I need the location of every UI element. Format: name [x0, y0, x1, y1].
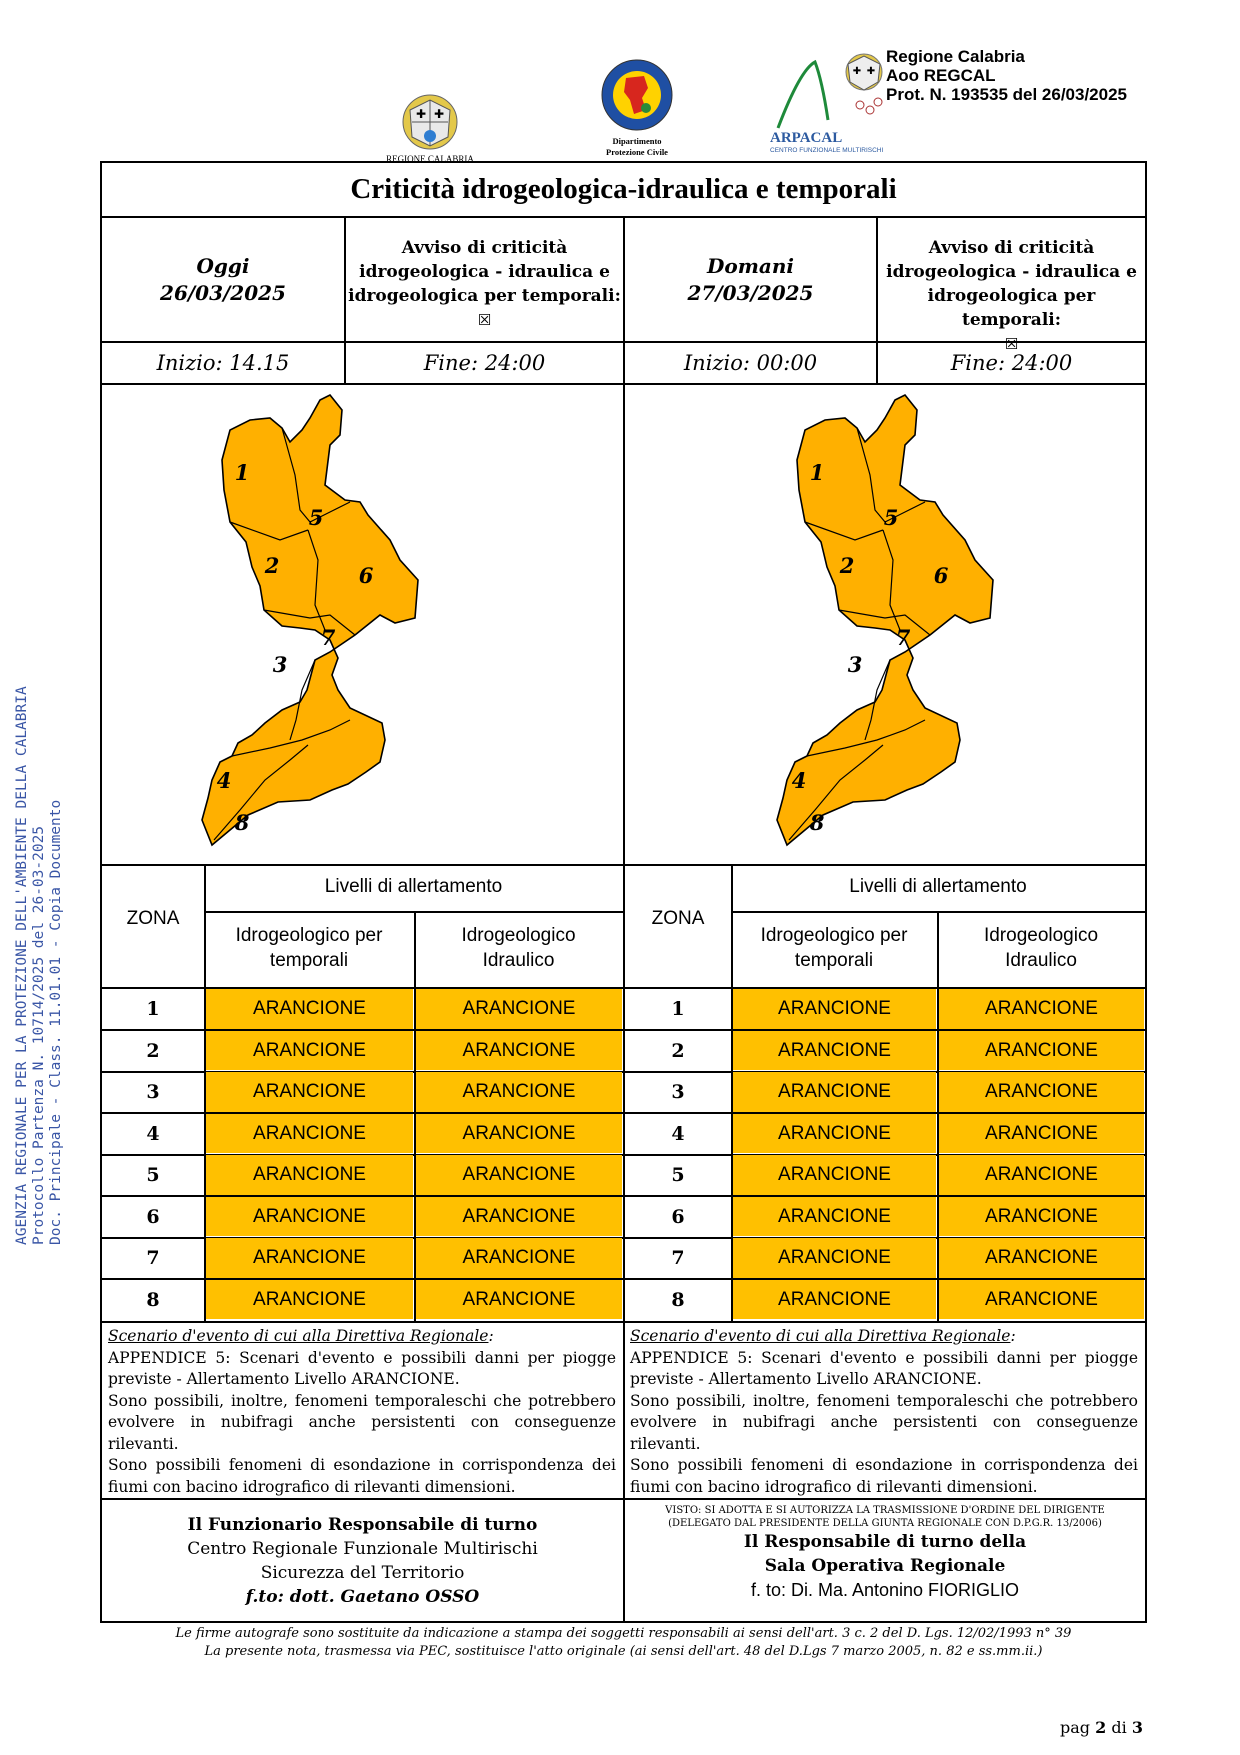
svg-text:✚: ✚	[866, 66, 876, 77]
zone-number: 3	[146, 1081, 160, 1103]
zone-number: 4	[671, 1122, 685, 1145]
zone-number: 8	[146, 1288, 160, 1311]
tomorrow-avviso-line-2: idrogeologica - idraulica e	[886, 262, 1137, 282]
zone-number: 1	[671, 998, 685, 1020]
alert-level-idraulico: ARANCIONE	[939, 1280, 1144, 1320]
today-date: 26/03/2025	[160, 281, 286, 305]
scenario-today: Scenario d'evento di cui alla Direttiva Regionale: APPENDICE 5: Scenari d'evento e possibili danni per piogge previste - Allertamento Livello ARANCIONE. Sono possibili, inoltre, fenomeni temporaleschi che potrebbero evolvere in nubifragi anche persistenti con conseguenze rilevanti. Sono possibili fenomeni di esondazione in corrispondenza dei fiumi con bacino idrografico di rilevanti dimensioni.	[108, 1326, 616, 1498]
map-today-zone-5: 5	[308, 505, 324, 530]
alert-level-idraulico: ARANCIONE	[416, 1280, 622, 1320]
map-today-zone-6: 6	[358, 563, 374, 588]
signature-right-note-2: (DELEGATO DAL PRESIDENTE DELLA GIUNTA REGIONALE CON D.P.G.R. 13/2006)	[668, 1518, 1102, 1529]
col-idraulico-line-1: Idrogeologico	[461, 925, 576, 946]
arpacal-name: ARPACAL	[770, 130, 843, 146]
calabria-map-tomorrow	[777, 395, 993, 845]
alert-level-idraulico: ARANCIONE	[416, 1031, 622, 1071]
alert-level-idraulico: ARANCIONE	[416, 989, 622, 1029]
logo-left-caption: REGIONE CALABRIA	[386, 154, 474, 164]
zone-number: 3	[671, 1081, 685, 1103]
alert-level-temporali: ARANCIONE	[733, 1155, 936, 1195]
zone-number: 4	[146, 1122, 160, 1145]
map-today-zone-1: 1	[234, 460, 250, 485]
today-end-time: Fine: 24:00	[423, 351, 546, 375]
signature-right	[625, 1504, 1145, 1602]
alert-level-idraulico: ARANCIONE	[939, 1114, 1144, 1154]
alert-level-idraulico: ARANCIONE	[939, 1197, 1144, 1237]
protocol-line-2: Aoo REGCAL	[886, 66, 996, 85]
zona-header: ZONA	[126, 908, 180, 929]
alert-table-tomorrow	[625, 866, 1145, 1321]
alert-level-idraulico: ARANCIONE	[939, 989, 1144, 1029]
col-temporali-line-1: Idrogeologico per	[235, 925, 383, 946]
col-idraulico-header	[414, 923, 623, 973]
calabria-map-today	[202, 395, 418, 845]
regione-calabria-logo	[370, 92, 490, 162]
signature-right-room: Sala Operativa Regionale	[764, 1556, 1006, 1576]
page-title: Criticità idrogeologica-idraulica e temporali	[350, 173, 897, 205]
page-current: 2	[1095, 1718, 1107, 1737]
map-today-zone-7: 7	[320, 625, 336, 650]
tomorrow-end-time: Fine: 24:00	[950, 351, 1073, 375]
scenario-tomorrow: Scenario d'evento di cui alla Direttiva Regionale: APPENDICE 5: Scenari d'evento e possibili danni per piogge previste - Allertamento Livello ARANCIONE. Sono possibili, inoltre, fenomeni temporaleschi che potrebbero evolvere in nubifragi anche persistenti con conseguenze rilevanti. Sono possibili fenomeni di esondazione in corrispondenza dei fiumi con bacino idrografico di rilevanti dimensioni.	[630, 1326, 1138, 1498]
alert-level-temporali: ARANCIONE	[733, 1197, 936, 1237]
col-idraulico-line-2: Idraulico	[1005, 950, 1077, 971]
logo-mid-caption-2: Protezione Civile	[606, 147, 668, 157]
zone-number: 7	[146, 1247, 160, 1269]
map-tomorrow-zone-7: 7	[895, 625, 911, 650]
zone-number: 2	[146, 1039, 160, 1062]
zone-number: 2	[671, 1039, 685, 1062]
alert-level-idraulico: ARANCIONE	[416, 1155, 622, 1195]
alert-level-temporali: ARANCIONE	[206, 1114, 413, 1154]
signature-left	[102, 1513, 623, 1609]
scenario-tomorrow-p3: Sono possibili fenomeni di esondazione in corrispondenza dei fiumi con bacino idrografico di rilevanti dimensioni.	[630, 1456, 1138, 1496]
map-today-zone-3: 3	[272, 652, 288, 677]
stamp-line-3: Doc. Principale - Class. 11.01.01 - Copia Documento	[48, 799, 64, 1245]
footer-line-2: La presente nota, trasmessa via PEC, sostituisce l'atto originale (ai sensi dell'art. 48 del D.Lgs 7 marzo 2005, n. 82 e ss.mm.ii.)	[204, 1644, 1043, 1659]
scenario-tomorrow-heading: Scenario d'evento di cui alla Direttiva Regionale	[630, 1327, 1011, 1345]
zone-number: 6	[146, 1205, 160, 1228]
alert-level-temporali: ARANCIONE	[733, 1238, 936, 1278]
col-idraulico-line-2: Idraulico	[482, 950, 555, 971]
today-avviso-line-3: idrogeologica per temporali:	[348, 286, 621, 306]
map-tomorrow-zone-3: 3	[847, 652, 863, 677]
col-temporali-header	[731, 923, 937, 973]
footer-line-1: Le firme autografe sono sostituite da indicazione a stampa dei soggetti responsabili ai sensi dell'art. 3 c. 2 del D. Lgs. 12/02/1993 n° 39	[175, 1626, 1072, 1641]
col-temporali-line-2: temporali	[794, 950, 874, 971]
alert-level-idraulico: ARANCIONE	[416, 1114, 622, 1154]
alert-table-today	[102, 866, 623, 1321]
tomorrow-avviso	[878, 236, 1145, 356]
alert-level-temporali: ARANCIONE	[733, 1031, 936, 1071]
zona-header: ZONA	[651, 908, 705, 929]
signature-left-office: Centro Regionale Funzionale Multirischi	[187, 1539, 538, 1559]
livelli-header: Livelli di allertamento	[324, 876, 503, 897]
protocol-line-3: Prot. N. 193535 del 26/03/2025	[886, 85, 1127, 104]
logo-mid-caption-1: Dipartimento	[612, 136, 662, 146]
map-today-zone-8: 8	[234, 810, 250, 835]
scenario-tomorrow-p2: Sono possibili, inoltre, fenomeni temporaleschi che potrebbero evolvere in nubifragi anche persistenti con conseguenze rilevanti.	[630, 1391, 1138, 1453]
protocol-line-1: Regione Calabria	[886, 47, 1025, 66]
tomorrow-date: 27/03/2025	[687, 281, 814, 305]
svg-text:✚: ✚	[433, 107, 445, 121]
col-temporali-line-1: Idrogeologico per	[760, 925, 908, 946]
today-avviso	[346, 236, 623, 332]
page-number	[1060, 1718, 1143, 1737]
signature-left-unit: Sicurezza del Territorio	[260, 1563, 465, 1583]
page-sep: di	[1111, 1718, 1127, 1737]
stamp-line-2: Protocollo Partenza N. 10714/2025 del 26-03-2025	[31, 825, 47, 1245]
protezione-civile-emblem-icon	[582, 58, 692, 132]
alert-level-idraulico: ARANCIONE	[416, 1197, 622, 1237]
alert-level-idraulico: ARANCIONE	[939, 1031, 1144, 1071]
tomorrow-header	[625, 253, 876, 307]
map-tomorrow	[765, 390, 1045, 860]
scenario-today-p3: Sono possibili fenomeni di esondazione in corrispondenza dei fiumi con bacino idrografico di rilevanti dimensioni.	[108, 1456, 616, 1496]
map-tomorrow-zone-6: 6	[933, 563, 949, 588]
today-avviso-line-1: Avviso di criticità	[401, 238, 568, 258]
map-today	[190, 390, 470, 860]
col-idraulico-header	[937, 923, 1145, 973]
today-header	[102, 253, 344, 307]
map-today-zone-4: 4	[216, 768, 232, 793]
alert-level-idraulico: ARANCIONE	[939, 1155, 1144, 1195]
alert-level-temporali: ARANCIONE	[206, 1155, 413, 1195]
scenario-tomorrow-p1: APPENDICE 5: Scenari d'evento e possibili danni per piogge previste - Allertamento Livello ARANCIONE.	[630, 1348, 1138, 1388]
today-avviso-line-2: idrogeologica - idraulica e	[359, 262, 610, 282]
alert-level-temporali: ARANCIONE	[206, 989, 413, 1029]
alert-level-temporali: ARANCIONE	[733, 1280, 936, 1320]
zone-number: 1	[146, 998, 160, 1020]
col-temporali-header	[204, 923, 414, 973]
alert-level-temporali: ARANCIONE	[733, 989, 936, 1029]
col-temporali-line-2: temporali	[269, 950, 349, 971]
zone-number: 5	[671, 1164, 685, 1186]
stamp-line-1: AGENZIA REGIONALE PER LA PROTEZIONE DELL'AMBIENTE DELLA CALABRIA	[14, 686, 30, 1245]
alert-level-temporali: ARANCIONE	[733, 1072, 936, 1112]
map-tomorrow-zone-4: 4	[791, 768, 807, 793]
scenario-today-p1: APPENDICE 5: Scenari d'evento e possibili danni per piogge previste - Allertamento Livello ARANCIONE.	[108, 1348, 616, 1388]
tomorrow-start-time: Inizio: 00:00	[683, 351, 818, 375]
alert-level-idraulico: ARANCIONE	[416, 1238, 622, 1278]
alert-level-temporali: ARANCIONE	[206, 1072, 413, 1112]
livelli-header: Livelli di allertamento	[849, 876, 1027, 897]
alert-level-idraulico: ARANCIONE	[939, 1072, 1144, 1112]
zone-number: 8	[671, 1288, 685, 1311]
alert-level-temporali: ARANCIONE	[206, 1280, 413, 1320]
alert-level-idraulico: ARANCIONE	[416, 1072, 622, 1112]
signature-right-role: Il Responsabile di turno della	[743, 1532, 1027, 1552]
map-today-zone-2: 2	[264, 553, 280, 578]
map-tomorrow-zone-5: 5	[883, 505, 899, 530]
signature-left-role: Il Funzionario Responsabile di turno	[187, 1515, 538, 1535]
alert-level-temporali: ARANCIONE	[206, 1197, 413, 1237]
today-start-time: Inizio: 14.15	[156, 351, 290, 375]
map-tomorrow-zone-1: 1	[809, 460, 825, 485]
alert-level-idraulico: ARANCIONE	[939, 1238, 1144, 1278]
map-tomorrow-zone-2: 2	[839, 553, 855, 578]
today-checkbox-icon: ☒	[477, 311, 492, 329]
signature-right-name: f. to: Di. Ma. Antonino FIORIGLIO	[750, 1580, 1020, 1600]
tomorrow-avviso-line-3: idrogeologica per temporali:	[927, 286, 1096, 330]
zone-number: 5	[146, 1164, 160, 1186]
zone-number: 7	[671, 1247, 685, 1269]
regione-calabria-emblem-icon	[370, 92, 490, 150]
page-total: 3	[1131, 1718, 1143, 1737]
map-tomorrow-zone-8: 8	[809, 810, 825, 835]
col-idraulico-line-1: Idrogeologico	[983, 925, 1099, 946]
today-label: Oggi	[196, 254, 250, 278]
tomorrow-checkbox-icon: ☒	[1004, 335, 1019, 353]
tomorrow-label: Domani	[707, 254, 794, 278]
protocol-block	[886, 47, 1186, 104]
zone-number: 6	[671, 1205, 685, 1228]
scenario-today-p2: Sono possibili, inoltre, fenomeni temporaleschi che potrebbero evolvere in nubifragi anche persistenti con conseguenze rilevanti.	[108, 1391, 616, 1453]
signature-right-note-1: VISTO: SI ADOTTA E SI AUTORIZZA LA TRASMISSIONE D'ORDINE DEL DIRIGENTE	[665, 1505, 1105, 1516]
scenario-today-heading: Scenario d'evento di cui alla Direttiva Regionale	[108, 1327, 489, 1345]
tomorrow-avviso-line-1: Avviso di criticità	[928, 238, 1095, 258]
signature-left-name: f.to: dott. Gaetano OSSO	[245, 1587, 480, 1607]
alert-level-temporali: ARANCIONE	[733, 1114, 936, 1154]
page-prefix: pag	[1060, 1718, 1091, 1737]
alert-level-temporali: ARANCIONE	[206, 1031, 413, 1071]
protezione-civile-logo	[582, 58, 692, 158]
svg-text:✚: ✚	[852, 66, 862, 77]
arpacal-sub: CENTRO FUNZIONALE MULTIRISCHI	[770, 147, 884, 154]
svg-text:✚: ✚	[415, 107, 427, 121]
alert-level-temporali: ARANCIONE	[206, 1238, 413, 1278]
protocol-stamp	[14, 686, 65, 1245]
footer-note	[100, 1625, 1147, 1661]
